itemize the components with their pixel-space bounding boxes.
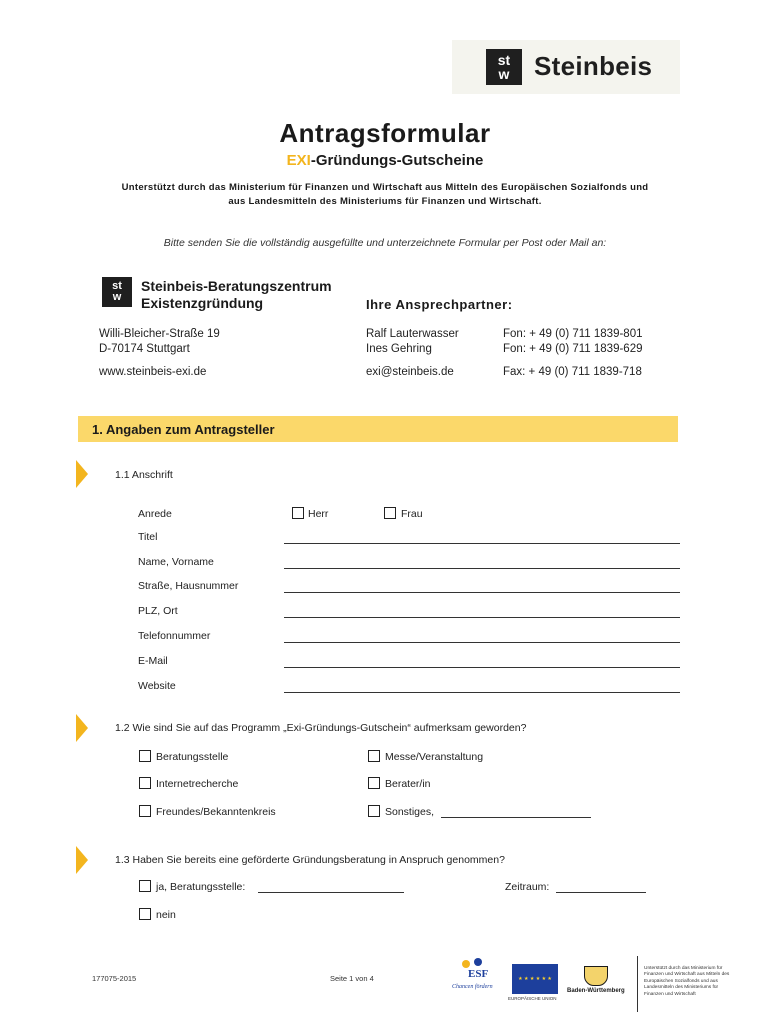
beratungsstelle-field[interactable] [258,892,404,893]
berater-label: Berater/in [385,778,431,790]
center-name: Steinbeis-Beratungszentrum Existenzgründung [141,278,332,311]
eu-label: EUROPÄISCHE UNION [508,996,557,1001]
question-1-3: 1.3 Haben Sie bereits eine geförderte Gründungsberatung in Anspruch genommen? [115,854,505,866]
titel-field[interactable] [284,543,680,544]
messe-label: Messe/Veranstaltung [385,751,484,763]
titel-label: Titel [138,531,158,543]
contact-person-2: Ines Gehring [366,343,432,355]
contact-email[interactable]: exi@steinbeis.de [366,366,454,378]
sonstiges-checkbox[interactable] [368,805,380,817]
berater-checkbox[interactable] [368,777,380,789]
plz-ort-label: PLZ, Ort [138,605,178,617]
steinbeis-logo [452,40,680,94]
subtitle-exi: EXI [286,152,311,169]
name-label: Name, Vorname [138,556,214,568]
contact-phone-1: Fon: + 49 (0) 711 1839-801 [503,328,643,340]
send-instruction: Bitte senden Sie die vollständig ausgefüllte und unterzeichnete Formular per Post oder Mail an: [163,237,607,249]
arrow-marker-icon [76,714,88,742]
arrow-marker-icon [76,846,88,874]
email-label: E-Mail [138,655,168,667]
section-1-title: 1. Angaben zum Antragsteller [92,422,275,437]
name-field[interactable] [284,568,680,569]
stw-logo-icon: st w [486,49,522,85]
contact-heading: Ihre Ansprechpartner: [366,297,513,312]
bw-label: Baden-Württemberg [567,988,625,994]
beratungsstelle-label: Beratungsstelle [156,751,229,763]
website-field[interactable] [284,692,680,693]
stw-center-icon: st w [102,277,132,307]
zeitraum-field[interactable] [556,892,646,893]
esf-tagline: Chancen fördern [452,984,493,990]
phone-field[interactable] [284,642,680,643]
herr-checkbox[interactable] [292,507,304,519]
sonstiges-field[interactable] [441,817,591,818]
zeitraum-label: Zeitraum: [505,881,550,893]
center-street: Willi-Bleicher-Straße 19 [99,328,220,340]
herr-label: Herr [308,508,329,520]
website-label: Website [138,680,176,692]
logo-wordmark: Steinbeis [534,51,653,81]
center-city: D-70174 Stuttgart [99,343,190,355]
phone-label: Telefonnummer [138,630,211,642]
contact-fax: Fax: + 49 (0) 711 1839-718 [503,366,642,378]
section-1-header [78,416,678,442]
esf-text: ESF [468,968,489,980]
messe-checkbox[interactable] [368,750,380,762]
contact-phone-2: Fon: + 49 (0) 711 1839-629 [503,343,643,355]
question-1-1: 1.1 Anschrift [115,469,173,481]
center-website[interactable]: www.steinbeis-exi.de [99,366,207,378]
document-id: 177075-2015 [92,974,137,983]
nein-checkbox[interactable] [139,908,151,920]
eu-flag-icon: ★ ★ ★ ★ ★ ★ [512,964,558,994]
internet-label: Internetrecherche [156,778,239,790]
support-statement: Unterstützt durch das Ministerium für Finanzen und Wirtschaft aus Mitteln des Europäischen Sozialfonds und aus Landesmitteln des Ministeriums für Finanzen und Wirtschaft. [121,182,649,207]
subtitle-rest: -Gründungs-Gutscheine [310,152,484,169]
freunde-label: Freundes/Bekanntenkreis [156,806,276,818]
page-subtitle [0,152,770,169]
frau-label: Frau [401,508,423,520]
footer-divider [637,956,638,1012]
frau-checkbox[interactable] [384,507,396,519]
ja-label: ja, Beratungsstelle: [156,881,246,893]
freunde-checkbox[interactable] [139,805,151,817]
street-label: Straße, Hausnummer [138,580,239,592]
page-number: Seite 1 von 4 [330,974,374,983]
esf-dot-icon [474,958,482,966]
internet-checkbox[interactable] [139,777,151,789]
page-title: Antragsformular [279,118,491,148]
beratungsstelle-checkbox[interactable] [139,750,151,762]
footer-support-text: Unterstützt durch das Ministerium für Finanzen und Wirtschaft aus Mitteln des Europäischen Sozialfonds und aus Landesmitteln des Ministeriums für Finanzen und Wirtschaft [644,966,730,997]
anrede-label: Anrede [138,508,172,520]
contact-person-1: Ralf Lauterwasser [366,328,459,340]
arrow-marker-icon [76,460,88,488]
bw-coat-of-arms-icon [584,966,608,986]
nein-label: nein [156,909,176,921]
ja-checkbox[interactable] [139,880,151,892]
question-1-2: 1.2 Wie sind Sie auf das Programm „Exi-Gründungs-Gutschein“ aufmerksam geworden? [115,722,527,734]
plz-ort-field[interactable] [284,617,680,618]
esf-logo [452,958,504,1004]
street-field[interactable] [284,592,680,593]
sonstiges-label: Sonstiges, [385,806,435,818]
esf-dot-icon [462,960,470,968]
email-field[interactable] [284,667,680,668]
